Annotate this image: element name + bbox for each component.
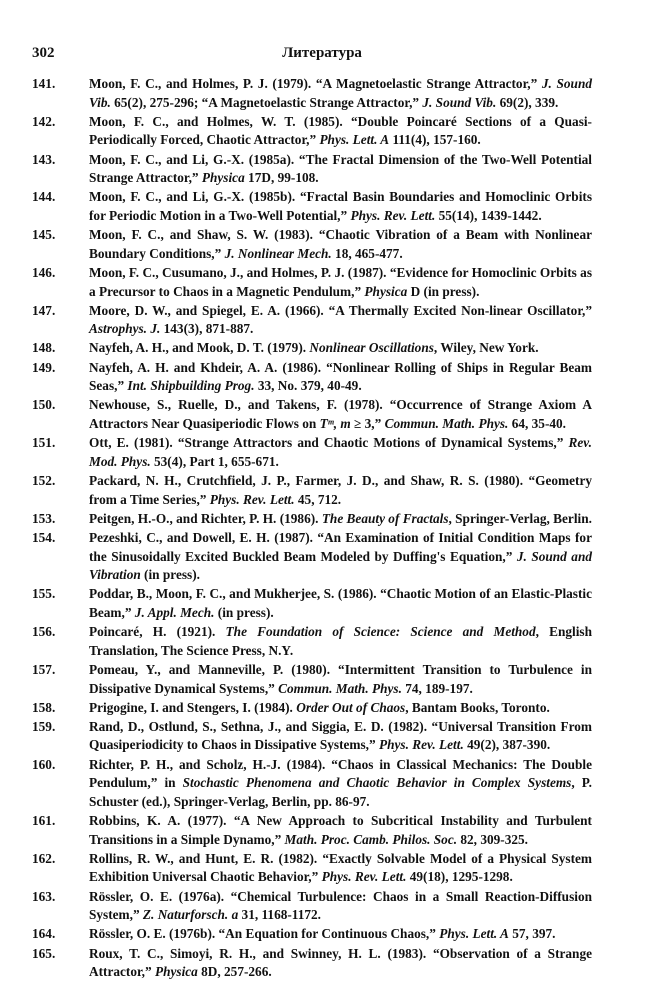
reference-entry <box>32 756 592 812</box>
reference-entry <box>32 226 592 263</box>
reference-entry <box>32 623 592 660</box>
reference-italic-text: Phys. Rev. Lett. <box>350 207 436 223</box>
reference-text: 65(2), 275-296; “A Magnetoelastic Strange Attractor,” <box>110 94 423 110</box>
reference-italic-text: The Beauty of Fractals <box>321 510 449 526</box>
reference-text: , Bantam Books, Toronto. <box>405 699 550 715</box>
page-title: Литература <box>282 45 362 61</box>
reference-text: Rössler, O. E. (1976b). “An Equation for Continuous Chaos,” <box>89 926 440 942</box>
reference-number: 154. <box>32 529 56 545</box>
reference-number: 144. <box>32 189 56 205</box>
reference-number: 150. <box>32 397 56 413</box>
reference-text: 18, 465-477. <box>331 245 403 261</box>
reference-number: 155. <box>32 586 56 602</box>
reference-italic-text: Phys. Rev. Lett. <box>321 869 407 885</box>
reference-italic-text: Rev. Mod. Phys. <box>89 435 592 469</box>
reference-entry <box>32 113 592 150</box>
reference-number: 157. <box>32 661 56 677</box>
reference-text: , English Translation, The Science Press, N.Y. <box>89 624 592 658</box>
reference-entry <box>32 75 592 112</box>
reference-text: Rand, D., Ostlund, S., Sethna, J., and Siggia, E. D. (1982). “Universal Transition From Quasiperiodicity to Chaos in Dissipative Systems,” <box>89 718 592 753</box>
reference-text: Moon, F. C., and Holmes, W. T. (1985). “Double Poincaré Sections of a Quasi-Periodically Forced, Chaotic Attractor,” <box>89 113 592 148</box>
reference-number: 143. <box>32 151 56 167</box>
reference-text: Moon, F. C., and Shaw, S. W. (1983). “Chaotic Vibration of a Beam with Nonlinear Boundary Conditions,” <box>89 227 592 261</box>
reference-italic-text: J. Sound Vib. <box>89 76 593 110</box>
reference-text: Rössler, O. E. (1976a). “Chemical Turbulence: Chaos in a Small Reaction-Diffusion System,” <box>89 888 592 923</box>
reference-text: 111(4), 157-160. <box>389 132 481 148</box>
reference-number: 161. <box>32 813 56 829</box>
reference-text: 49(18), 1295-1298. <box>406 869 513 885</box>
reference-text: 69(2), 339. <box>496 94 559 110</box>
reference-italic-text: Phys. Rev. Lett. <box>209 491 295 507</box>
reference-italic-text: The Foundation of Science: Science and Method <box>225 624 536 640</box>
reference-text: 49(2), 387-390. <box>463 737 551 753</box>
reference-text: 8D, 257-266. <box>197 964 272 980</box>
reference-text: Moon, F. C., and Li, G.-X. (1985b). “Fractal Basin Boundaries and Homoclinic Orbits for Periodic Motion in a Two-Well Potential,” <box>89 189 592 223</box>
reference-text: (in press). <box>214 604 274 620</box>
reference-italic-text: Order Out of Chaos <box>296 699 406 715</box>
reference-text: 45, 712. <box>294 491 342 507</box>
reference-text: Rollins, R. W., and Hunt, E. R. (1982). “Exactly Solvable Model of a Physical System Exhibition Universal Chaotic Behavior,” <box>89 850 592 885</box>
reference-text: , Wiley, New York. <box>433 340 539 356</box>
reference-italic-text: Phys. Rev. Lett. <box>378 737 464 753</box>
reference-entry <box>32 302 592 339</box>
reference-entry <box>32 585 592 622</box>
reference-italic-text: Int. Shipbuilding Prog. <box>127 378 255 394</box>
reference-text: Robbins, K. A. (1977). “A New Approach to Subcritical Instability and Turbulent Transitions in a Simple Dynamo,” <box>89 813 592 847</box>
reference-number: 153. <box>32 510 56 526</box>
reference-text: Poddar, B., Moon, F. C., and Mukherjee, S. (1986). “Chaotic Motion of an Elastic-Plastic Beam,” <box>89 586 592 620</box>
reference-text: Moon, F. C., and Holmes, P. J. (1979). “A Magnetoelastic Strange Attractor,” <box>89 76 542 91</box>
page-header <box>32 45 612 65</box>
reference-entry <box>32 661 592 698</box>
reference-number: 165. <box>32 945 56 961</box>
reference-entry <box>32 339 592 358</box>
reference-entry <box>32 472 592 509</box>
reference-number: 156. <box>32 624 56 640</box>
reference-text: , Springer-Verlag, Berlin. <box>448 510 592 526</box>
reference-text: ≥ 3,” <box>350 416 385 432</box>
reference-italic-text: Phys. Lett. A <box>439 926 509 942</box>
reference-entry <box>32 151 592 188</box>
reference-entry <box>32 945 592 982</box>
reference-number: 162. <box>32 850 56 866</box>
reference-entry <box>32 188 592 225</box>
reference-text: 64, 35-40. <box>508 416 567 432</box>
reference-italic-text: Physica <box>201 170 245 186</box>
reference-text: 82, 309-325. <box>457 831 528 847</box>
reference-text: Nayfeh, A. H. and Khdeir, A. A. (1986). “Nonlinear Rolling of Ships in Regular Beam Seas,” <box>89 359 592 394</box>
reference-number: 164. <box>32 926 56 942</box>
reference-text: Moore, D. W., and Spiegel, E. A. (1966). “A Thermally Excited Non-linear Oscillator,” <box>89 302 592 318</box>
reference-number: 146. <box>32 264 56 280</box>
reference-text: D (in press). <box>407 283 480 299</box>
reference-italic-text: Physica <box>154 964 198 980</box>
reference-entry <box>32 925 592 944</box>
reference-number: 160. <box>32 756 56 772</box>
reference-italic-text: J. Sound Vib. <box>422 94 497 110</box>
reference-text: Pomeau, Y., and Manneville, P. (1980). “Intermittent Transition to Turbulence in Dissipative Dynamical Systems,” <box>89 661 592 696</box>
reference-italic-text: Tᵐ, m <box>319 416 351 432</box>
reference-text: Newhouse, S., Ruelle, D., and Takens, F. (1978). “Occurrence of Strange Axiom A Attractors Near Quasiperiodic Flows on <box>89 397 592 432</box>
reference-number: 151. <box>32 435 56 451</box>
reference-entry <box>32 359 592 396</box>
reference-text: , P. Schuster (ed.), Springer-Verlag, Berlin, pp. 86-97. <box>89 775 592 809</box>
reference-text: Ott, E. (1981). “Strange Attractors and Chaotic Motions of Dynamical Systems,” <box>89 435 569 451</box>
reference-italic-text: Commun. Math. Phys. <box>384 416 509 432</box>
reference-italic-text: Phys. Lett. A <box>319 132 390 148</box>
reference-text: (in press). <box>140 567 200 583</box>
reference-number: 149. <box>32 359 56 375</box>
reference-text: 55(14), 1439-1442. <box>435 207 542 223</box>
reference-entry <box>32 850 592 887</box>
reference-number: 141. <box>32 76 56 91</box>
reference-number: 159. <box>32 718 56 734</box>
reference-italic-text: J. Nonlinear Mech. <box>224 245 332 261</box>
reference-text: Nayfeh, A. H., and Mook, D. T. (1979). <box>89 340 310 356</box>
reference-number: 163. <box>32 888 56 904</box>
reference-text: 33, No. 379, 40-49. <box>254 378 362 394</box>
page-number: 302 <box>32 45 55 61</box>
reference-number: 147. <box>32 302 56 318</box>
reference-text: Moon, F. C., Cusumano, J., and Holmes, P. J. (1987). “Evidence for Homoclinic Orbits as a Precursor to Chaos in a Magnetic Pendulum,” <box>89 264 592 299</box>
reference-text: Richter, P. H., and Scholz, H.-J. (1984). “Chaos in Classical Mechanics: The Double Pendulum,” in <box>89 756 592 791</box>
reference-entry <box>32 510 592 529</box>
reference-number: 145. <box>32 227 56 243</box>
reference-text: Peitgen, H.-O., and Richter, P. H. (1986). <box>89 510 322 526</box>
reference-number: 142. <box>32 113 56 129</box>
reference-text: Poincaré, H. (1921). <box>89 624 226 640</box>
reference-entry <box>32 396 592 433</box>
reference-text: 17D, 99-108. <box>244 170 319 186</box>
reference-number: 148. <box>32 340 56 356</box>
reference-italic-text: Nonlinear Oscillations <box>309 340 434 356</box>
reference-italic-text: Math. Proc. Camb. Philos. Soc. <box>284 831 458 847</box>
reference-entry <box>32 264 592 301</box>
reference-list <box>32 75 592 982</box>
reference-entry <box>32 812 592 849</box>
reference-number: 152. <box>32 473 56 488</box>
reference-entry <box>32 699 592 718</box>
reference-text: Prigogine, I. and Stengers, I. (1984). <box>89 699 297 715</box>
reference-text: Moon, F. C., and Li, G.-X. (1985a). “The Fractal Dimension of the Two-Well Potential Strange Attractor,” <box>89 151 592 186</box>
reference-text: 143(3), 871-887. <box>160 321 254 337</box>
reference-text: 53(4), Part 1, 655-671. <box>150 453 279 469</box>
reference-italic-text: Z. Naturforsch. a <box>142 907 239 923</box>
reference-italic-text: Stochastic Phenomena and Chaotic Behavior in Complex Systems <box>182 775 572 791</box>
reference-entry <box>32 718 592 755</box>
reference-italic-text: Commun. Math. Phys. <box>278 680 402 696</box>
reference-entry <box>32 434 592 471</box>
reference-italic-text: J. Appl. Mech. <box>134 604 215 620</box>
reference-text: 74, 189-197. <box>401 680 473 696</box>
reference-italic-text: J. Sound and Vibration <box>89 548 592 583</box>
reference-text: 57, 397. <box>508 926 556 942</box>
reference-text: 31, 1168-1172. <box>238 907 321 923</box>
reference-text: Packard, N. H., Crutchfield, J. P., Farmer, J. D., and Shaw, R. S. (1980). “Geometry from a Time Series,” <box>89 473 592 507</box>
reference-text: Pezeshki, C., and Dowell, E. H. (1987). “An Examination of Initial Condition Maps for the Sinusoidally Excited Buckled Beam Modeled by Duffing's Equation,” <box>89 529 592 564</box>
reference-entry <box>32 888 592 925</box>
reference-number: 158. <box>32 699 56 715</box>
reference-italic-text: Astrophys. J. <box>89 321 161 337</box>
reference-entry <box>32 529 592 585</box>
reference-text: Roux, T. C., Simoyi, R. H., and Swinney, H. L. (1983). “Observation of a Strange Attractor,” <box>89 945 592 980</box>
reference-italic-text: Physica <box>364 283 408 299</box>
